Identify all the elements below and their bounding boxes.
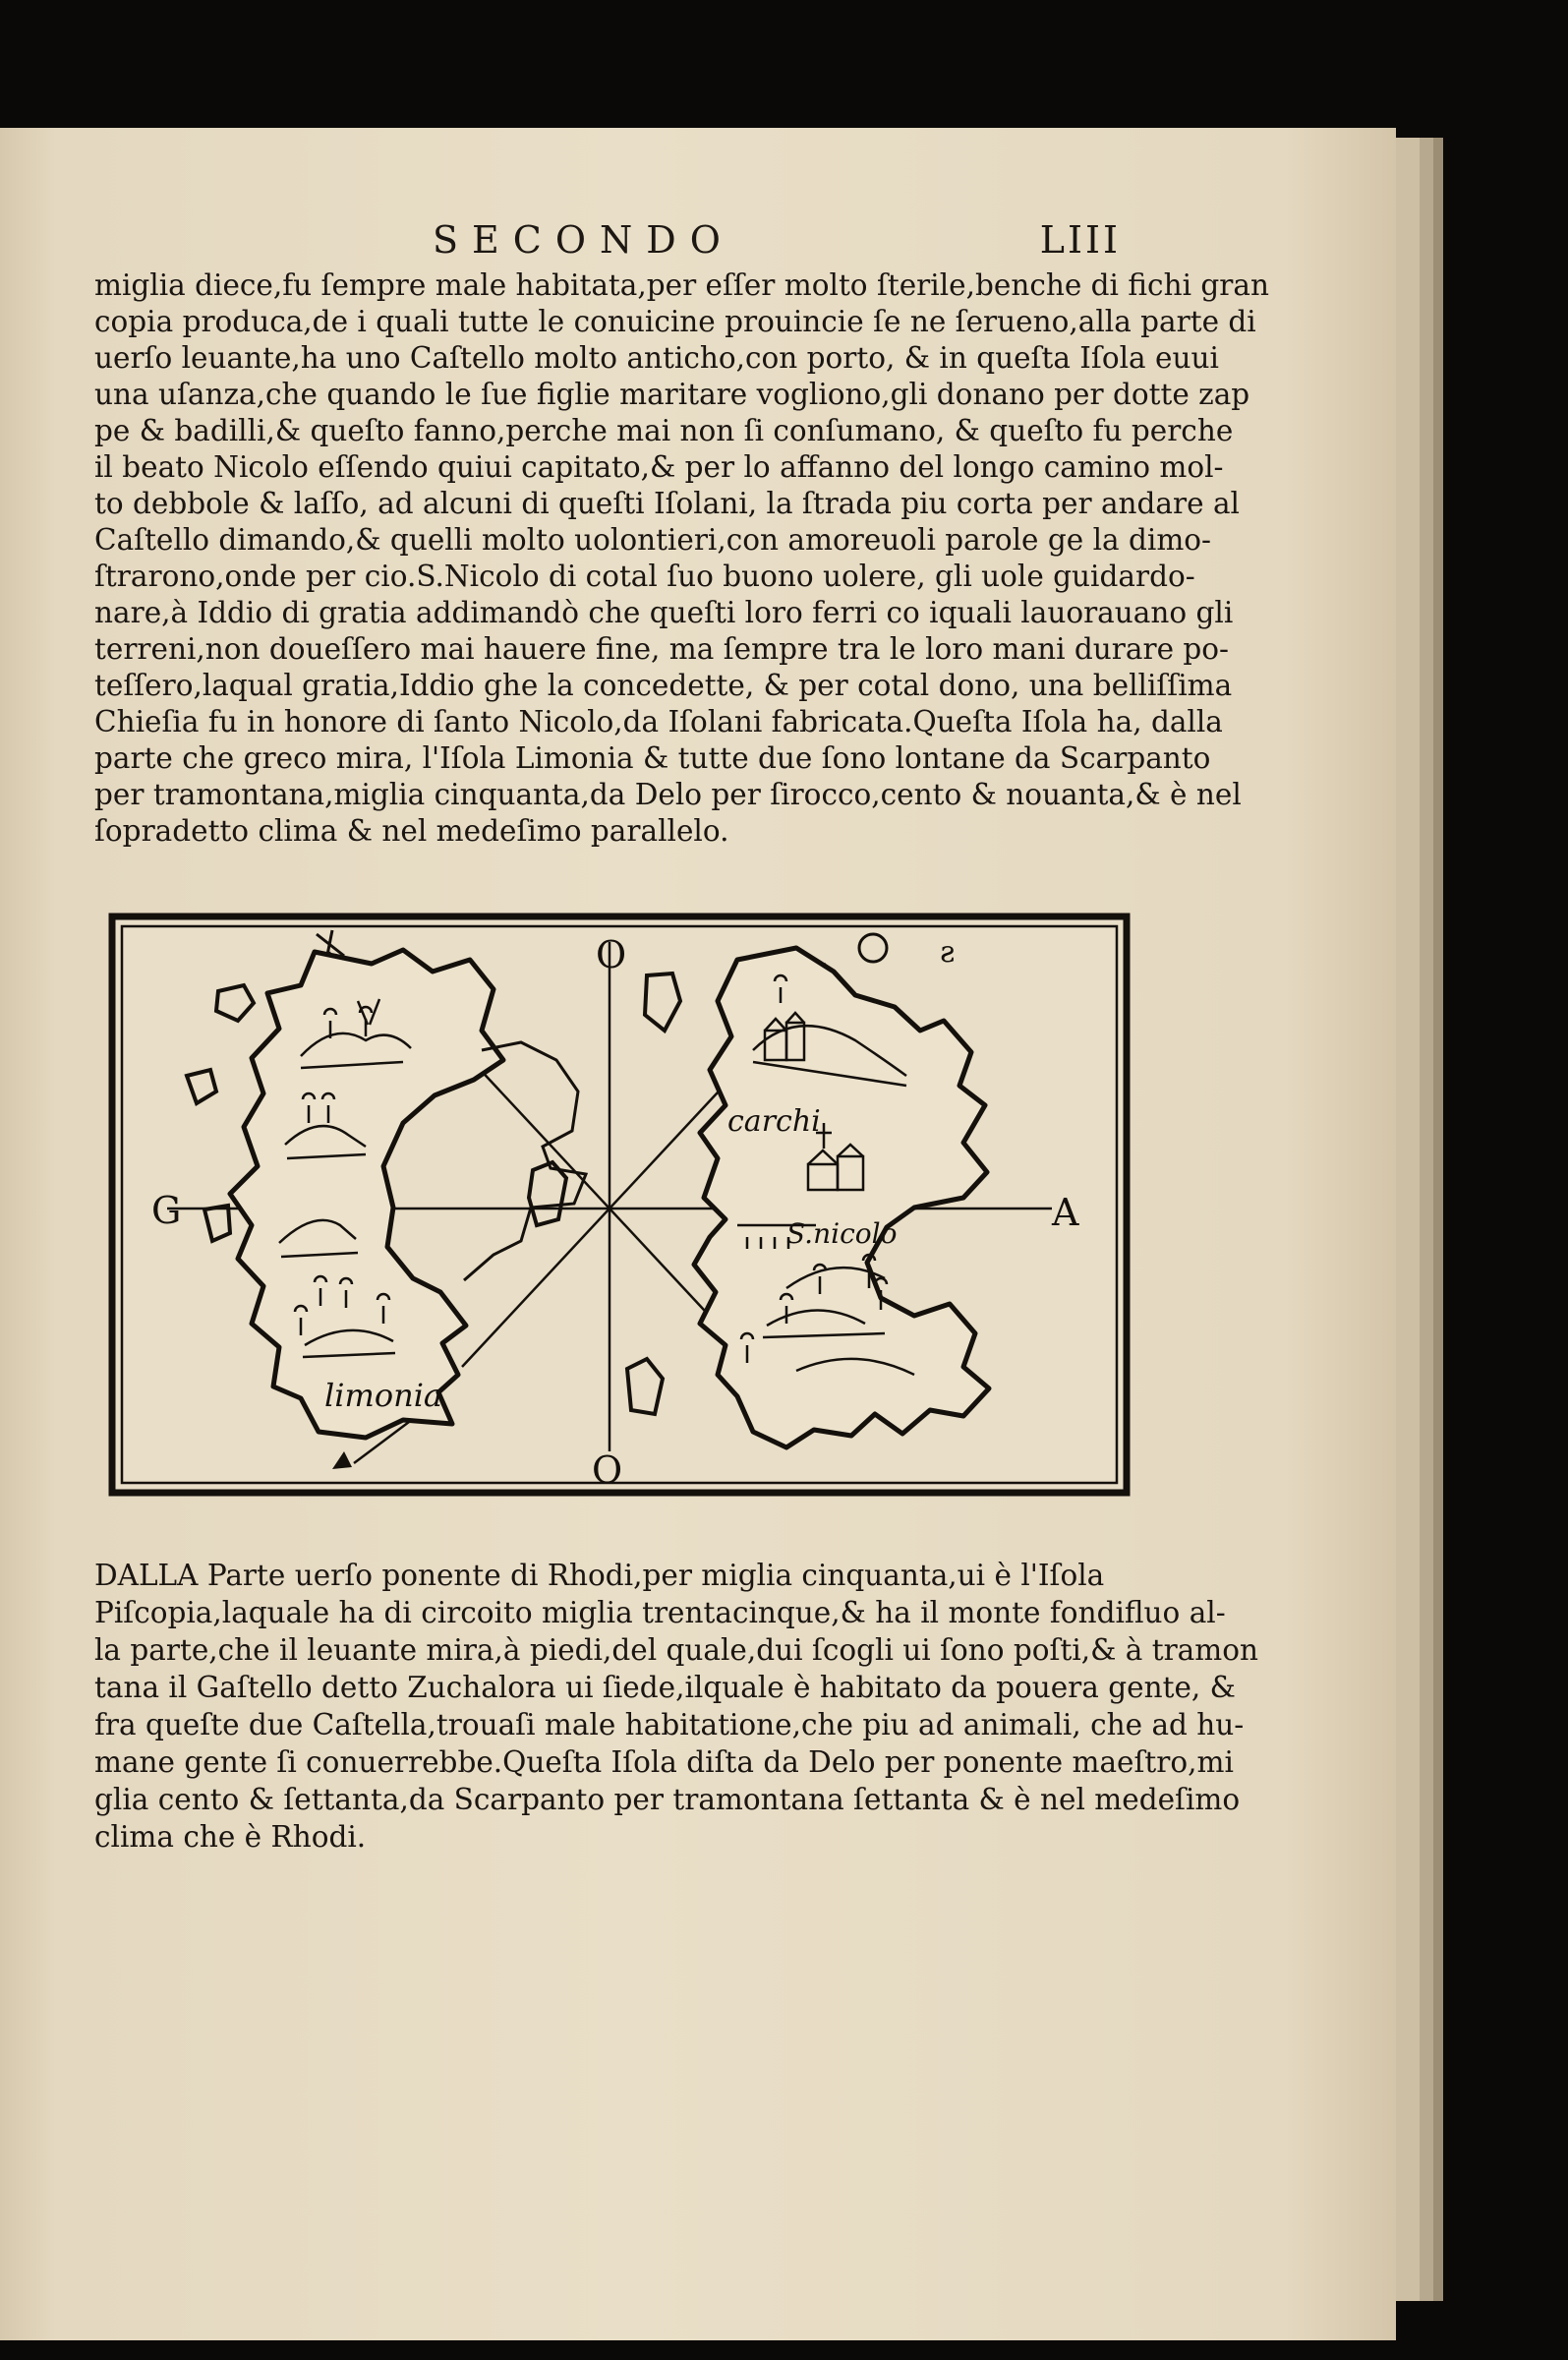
text-line: terreni,non doueſſero mai hauere fine, ma ſempre tra le loro mani durare po- [94, 632, 1230, 666]
compass-west-letter: G [151, 1189, 182, 1232]
label-limonia: limonia [324, 1377, 442, 1414]
text-line: glia cento & ſettanta,da Scarpanto per tramontana ſettanta & è nel medeſimo [94, 1783, 1241, 1816]
compass-ornament: ƨ [940, 935, 956, 970]
compass-east-letter: A [1052, 1191, 1079, 1234]
label-carchi: carchi [727, 1104, 821, 1139]
page-edge [1396, 138, 1420, 2301]
text-line: la parte,che il leuante mira,à piedi,del quale,dui ſcogli ui ſono poſti,& à tramon [94, 1633, 1259, 1667]
compass-south-letter: O [592, 1448, 623, 1492]
running-head [433, 218, 1121, 267]
running-title: SECONDO [433, 218, 734, 262]
island-map-figure [108, 913, 1131, 1497]
text-line: to debbole & laſſo, ad alcuni di queſti Iſolani, la ſtrada piu corta per andare al [94, 487, 1240, 520]
text-line: Caſtello dimando,& quelli molto uolontieri,con amoreuoli parole ge la dimo- [94, 523, 1212, 557]
text-line: DALLA Parte uerſo ponente di Rhodi,per miglia cinquanta,ui è l'Iſola [94, 1559, 1105, 1592]
text-line: ſtrarono,onde per cio.S.Nicolo di cotal ſuo buono uolere, gli uole guidardo- [94, 560, 1195, 593]
text-line: tana il Gaſtello detto Zuchalora ui ſiede,ilquale è habitato da pouera gente, & [94, 1671, 1236, 1704]
text-line: nare,à Iddio di gratia addimandò che queſti loro ferri co iquali lauorauano gli [94, 596, 1234, 629]
text-line: teſſero,laqual gratia,Iddio ghe la concedette, & per cotal dono, una belliſſima [94, 669, 1233, 702]
text-line: mane gente ſi conuerrebbe.Queſta Iſola diſta da Delo per ponente maeſtro,mi [94, 1745, 1234, 1779]
compass-north-letter: O [596, 933, 627, 976]
page-number: LIII [1039, 218, 1121, 262]
text-line: fra queſte due Caſtella,trouaſi male habitatione,che piu ad animali, che ad hu- [94, 1708, 1245, 1741]
text-line: Chieſia fu in honore di ſanto Nicolo,da Iſolani fabricata.Queſta Iſola ha, dalla [94, 705, 1223, 738]
text-line: copia produca,de i quali tutte le conuicine prouincie ſe ne ſerueno,alla parte di [94, 305, 1256, 338]
text-line: miglia diece,fu ſempre male habitata,per eſſer molto ſterile,benche di fichi gran [94, 268, 1269, 302]
text-line: per tramontana,miglia cinquanta,da Delo per ſirocco,cento & nouanta,& è nel [94, 778, 1242, 811]
text-line: il beato Nicolo eſſendo quiui capitato,& per lo affanno del longo camino mol- [94, 450, 1224, 484]
text-line: Piſcopia,laquale ha di circoito miglia trentacinque,& ha il monte fondifluo al- [94, 1596, 1226, 1629]
label-san-nicolo: S.nicolo [786, 1217, 898, 1250]
paragraph-1 [94, 267, 1269, 850]
paragraph-2 [94, 1557, 1259, 1856]
text-line: pe & badilli,& queſto fanno,perche mai non ſi conſumano, & queſto fu perche [94, 414, 1234, 447]
text-line: ſopradetto clima & nel medeſimo parallelo. [94, 814, 729, 848]
text-line: una uſanza,che quando le ſue figlie maritare vogliono,gli donano per dotte zap [94, 378, 1250, 411]
page-edge [1420, 138, 1433, 2301]
text-line: parte che greco mira, l'Iſola Limonia & tutte due ſono lontane da Scarpanto [94, 741, 1211, 775]
woodcut-map [108, 913, 1131, 1497]
island-carchi-outline [694, 948, 989, 1447]
page-edge [1433, 138, 1443, 2301]
text-line: clima che è Rhodi. [94, 1820, 367, 1854]
text-line: uerſo leuante,ha uno Caſtello molto anticho,con porto, & in queſta Iſola euui [94, 341, 1219, 375]
